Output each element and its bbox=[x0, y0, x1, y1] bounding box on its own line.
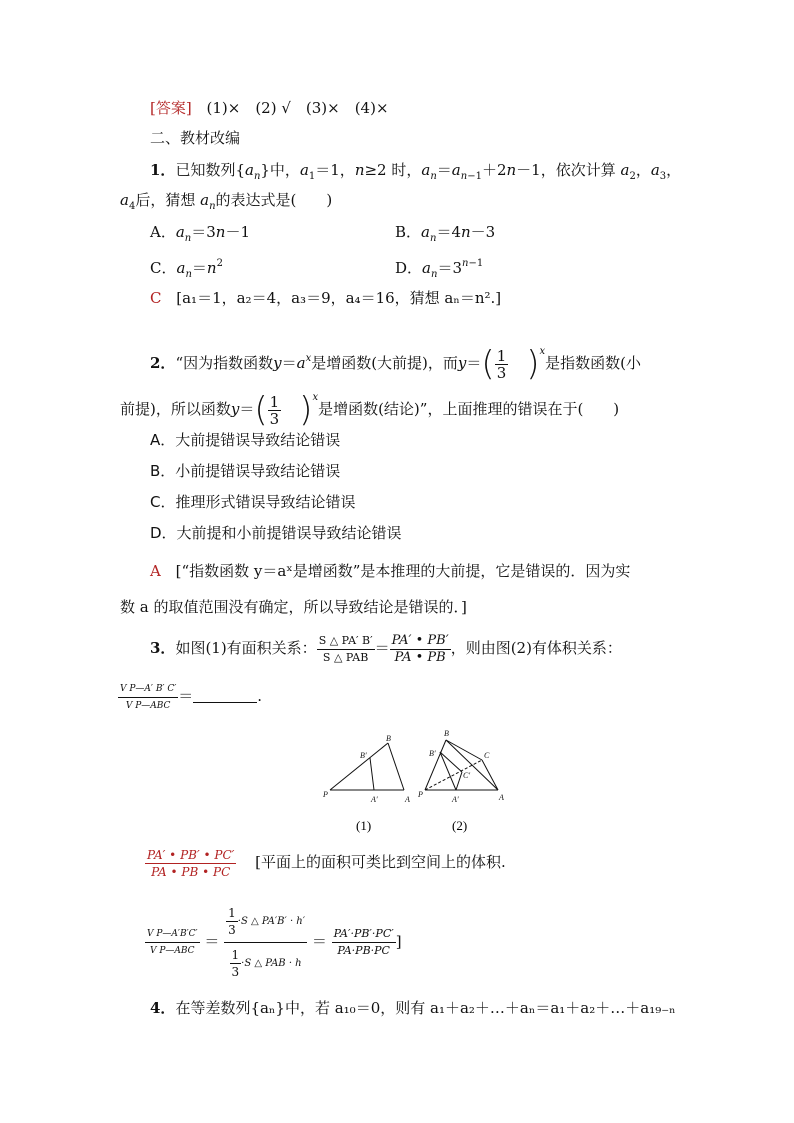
q1-number: 1． bbox=[150, 161, 176, 179]
q1-text: ≥2 时， bbox=[364, 161, 422, 179]
q1-line1: 1．已知数列$\{a_n\}$中，$a_1=1$，n≥2 时，$a_n=a_{n-1}+2n-1$，依次计算 $a_2$，$a_3$， bbox=[150, 161, 682, 182]
q2-explain: [“指数函数 y＝aˣ是增函数”是本推理的大前提，它是错误的．因为实 bbox=[175, 562, 631, 580]
q2-number: 2． bbox=[150, 354, 176, 372]
q3-volume-blank: $\frac{\text{V P—A′ B′ C′}}{\text{V P—ABC}}$ ＝ . bbox=[118, 676, 262, 716]
fig1-label-ap: A′ bbox=[371, 795, 378, 804]
q2-explain-2: 数 a 的取值范围没有确定，所以导致结论是错误的．] bbox=[120, 598, 467, 616]
q2-option-d: D．大前提和小前提错误导致结论错误 bbox=[150, 524, 402, 542]
q2-fraction-2: $\frac{1}{3}$ bbox=[269, 392, 280, 428]
fig2-label-cp: C′ bbox=[463, 771, 471, 780]
q2-answer-letter: A bbox=[150, 562, 161, 580]
fig2-label-b: B bbox=[444, 729, 449, 738]
fig2-edge-bpap bbox=[440, 752, 456, 790]
q2-option-a: A．大前提错误导致结论错误 bbox=[150, 431, 341, 449]
figure-2-caption: (2) bbox=[452, 818, 468, 833]
q3-text: ，则由图(2)有体积关系： bbox=[450, 639, 622, 657]
deriv-middle: $\frac{1}{3}$ ·S △ PA′B′ · h′ $\frac{1}{3}$ ·S △ PAB · h bbox=[224, 905, 307, 980]
q1-explain: [a₁＝1，a₂＝4，a₃＝9，a₄＝16，猜想 aₙ＝n².] bbox=[176, 289, 502, 307]
q2-option-b: B．小前提错误导致结论错误 bbox=[150, 462, 341, 480]
q1-line2: $a_4$后，猜想 $a_n$的表达式是( ) bbox=[120, 191, 333, 212]
fig1-edge-ba bbox=[388, 743, 404, 790]
q4-line1 bbox=[150, 998, 676, 1018]
q3-answer-fraction: $\frac{PA' • PB' • PC'}{PA • PB • PC}$ bbox=[147, 847, 235, 879]
q2-text: “因为指数函数 bbox=[175, 354, 274, 372]
q3-answer-text: [平面上的面积可类比到空间上的体积. bbox=[255, 853, 506, 871]
fig1-label-bp: B′ bbox=[360, 751, 367, 760]
fig1-label-b: B bbox=[386, 734, 391, 743]
q1-text: ， bbox=[635, 161, 651, 179]
section-title: 二、教材改编 bbox=[150, 129, 241, 147]
q4-text: 在等差数列{aₙ}中，若 a₁₀＝0，则有 a₁＋a₂＋…＋aₙ＝a₁＋a₂＋…＋a₁₉₋ₙ bbox=[175, 999, 676, 1017]
fig2-label-a: A bbox=[499, 793, 504, 802]
q1-text: ， bbox=[666, 161, 682, 179]
q2-option-c: C．推理形式错误导致结论错误 bbox=[150, 493, 356, 511]
q2-fraction: $\frac{1}{3}$ bbox=[496, 346, 507, 382]
q1-option-d: D．$a_n=3^{n-1}$ bbox=[395, 258, 484, 280]
figure-2-labels bbox=[417, 729, 504, 804]
q1-text: ＝1， bbox=[315, 161, 355, 179]
answer-tag: [答案] bbox=[150, 99, 192, 117]
fig2-label-p: P bbox=[418, 790, 423, 799]
fig2-label-bp: B′ bbox=[429, 749, 436, 758]
q3-line1: 3．如图(1)有面积关系： $\frac{S \triangle PA' B'}{\text{S △ PAB}}$ ＝ $\frac{PA' • PB'}{PA • PB}$ ，则由图(2)有体积关系： bbox=[150, 632, 622, 665]
answer-items: (1)× (2) √ (3)× (4)× bbox=[206, 99, 389, 117]
fig1-edge-bpap bbox=[370, 758, 374, 790]
fig2-label-ap: A′ bbox=[452, 795, 459, 804]
fig2-label-c: C bbox=[484, 751, 490, 760]
q1-text: 已知数列{ bbox=[175, 161, 245, 179]
q4-number: 4． bbox=[150, 999, 176, 1017]
fig2-edge-ca bbox=[482, 760, 498, 790]
fig2-edge-cpap bbox=[456, 772, 462, 790]
deriv-right: $\frac{PA'\cdot PB'\cdot PC'}{PA\cdot PB\cdot PC}$ bbox=[333, 927, 394, 957]
q1-text: －1，依次计算 bbox=[516, 161, 621, 179]
fig2-edge-pc-hidden bbox=[425, 760, 482, 790]
fig2-edge-ba bbox=[446, 740, 498, 790]
q3-number: 3． bbox=[150, 639, 176, 657]
q1-text: ＋2 bbox=[481, 161, 507, 179]
q1-option-a: A．$a_n=3n-1$ bbox=[150, 223, 251, 244]
q1-option-c: C．$a_n=n^2$ bbox=[150, 258, 223, 280]
q3-area-fraction: $\frac{S \triangle PA' B'}{\text{S △ PAB}}$ bbox=[318, 633, 373, 664]
q2-text: 是增函数(大前提)，而 bbox=[311, 354, 458, 372]
q2-text: 前提)，所以函数 bbox=[120, 400, 231, 418]
figure-1-labels bbox=[322, 734, 410, 804]
q3-volume-fraction: $\frac{\text{V P—A′ B′ C′}}{\text{V P—ABC}}$ bbox=[118, 681, 178, 714]
fig2-edge-pb bbox=[425, 740, 446, 790]
q3-derivation: $\frac{\text{V P—A′B′C′}}{\text{V P—ABC}}$ ＝ $\frac{1}{3}$ ·S △ PA′B′ · h′ $\frac{1}{3}$ ·S △ PAB · h ＝ $\frac{PA'\cdot PB'\cdot PC'}{PA\cdot PB\cdot PC}$ ] bbox=[147, 906, 402, 979]
deriv-left: $\frac{\text{V P—A′B′C′}}{\text{V P—ABC}}$ bbox=[145, 926, 200, 959]
fig1-edge-pb bbox=[330, 743, 388, 790]
q1-option-b: B．$a_n=4n-3$ bbox=[395, 223, 496, 244]
q2-answer bbox=[150, 561, 630, 581]
answer-line bbox=[150, 98, 389, 118]
q3-text: 如图(1)有面积关系： bbox=[175, 639, 317, 657]
q1-text: }中， bbox=[260, 161, 300, 179]
q3-answer bbox=[145, 842, 506, 882]
figure-2 bbox=[425, 740, 498, 790]
q3-blank bbox=[193, 702, 257, 703]
q2-line1: 2．“因为指数函数$y=a^x$是增函数(大前提)，而y＝( $\frac{1}{3}$ )$^x$是指数函数(小 bbox=[150, 344, 641, 384]
q1-text: ＝ bbox=[436, 161, 452, 179]
fig2-edge-bpcp bbox=[440, 752, 462, 772]
q1-answer-letter: C bbox=[150, 289, 162, 307]
fig2-edge-bc bbox=[446, 740, 482, 760]
figure-1-caption: (1) bbox=[356, 818, 372, 833]
q2-text: 是指数函数(小 bbox=[545, 354, 641, 372]
fig1-label-a: A bbox=[405, 795, 410, 804]
figure-1 bbox=[330, 743, 404, 790]
fig1-label-p: P bbox=[323, 790, 328, 799]
q2-text: 是增函数(结论)”，上面推理的错误在于( ) bbox=[318, 400, 620, 418]
q1-text: 后，猜想 bbox=[135, 191, 201, 209]
q2-line2: 前提)，所以函数y＝( $\frac{1}{3}$ )$^x$是增函数(结论)”，上面推理的错误在于( ) bbox=[120, 390, 620, 430]
q3-ratio-fraction: $\frac{PA' • PB'}{PA • PB}$ bbox=[391, 632, 449, 665]
q1-text: 的表达式是( ) bbox=[215, 191, 333, 209]
q1-answer bbox=[150, 288, 501, 308]
